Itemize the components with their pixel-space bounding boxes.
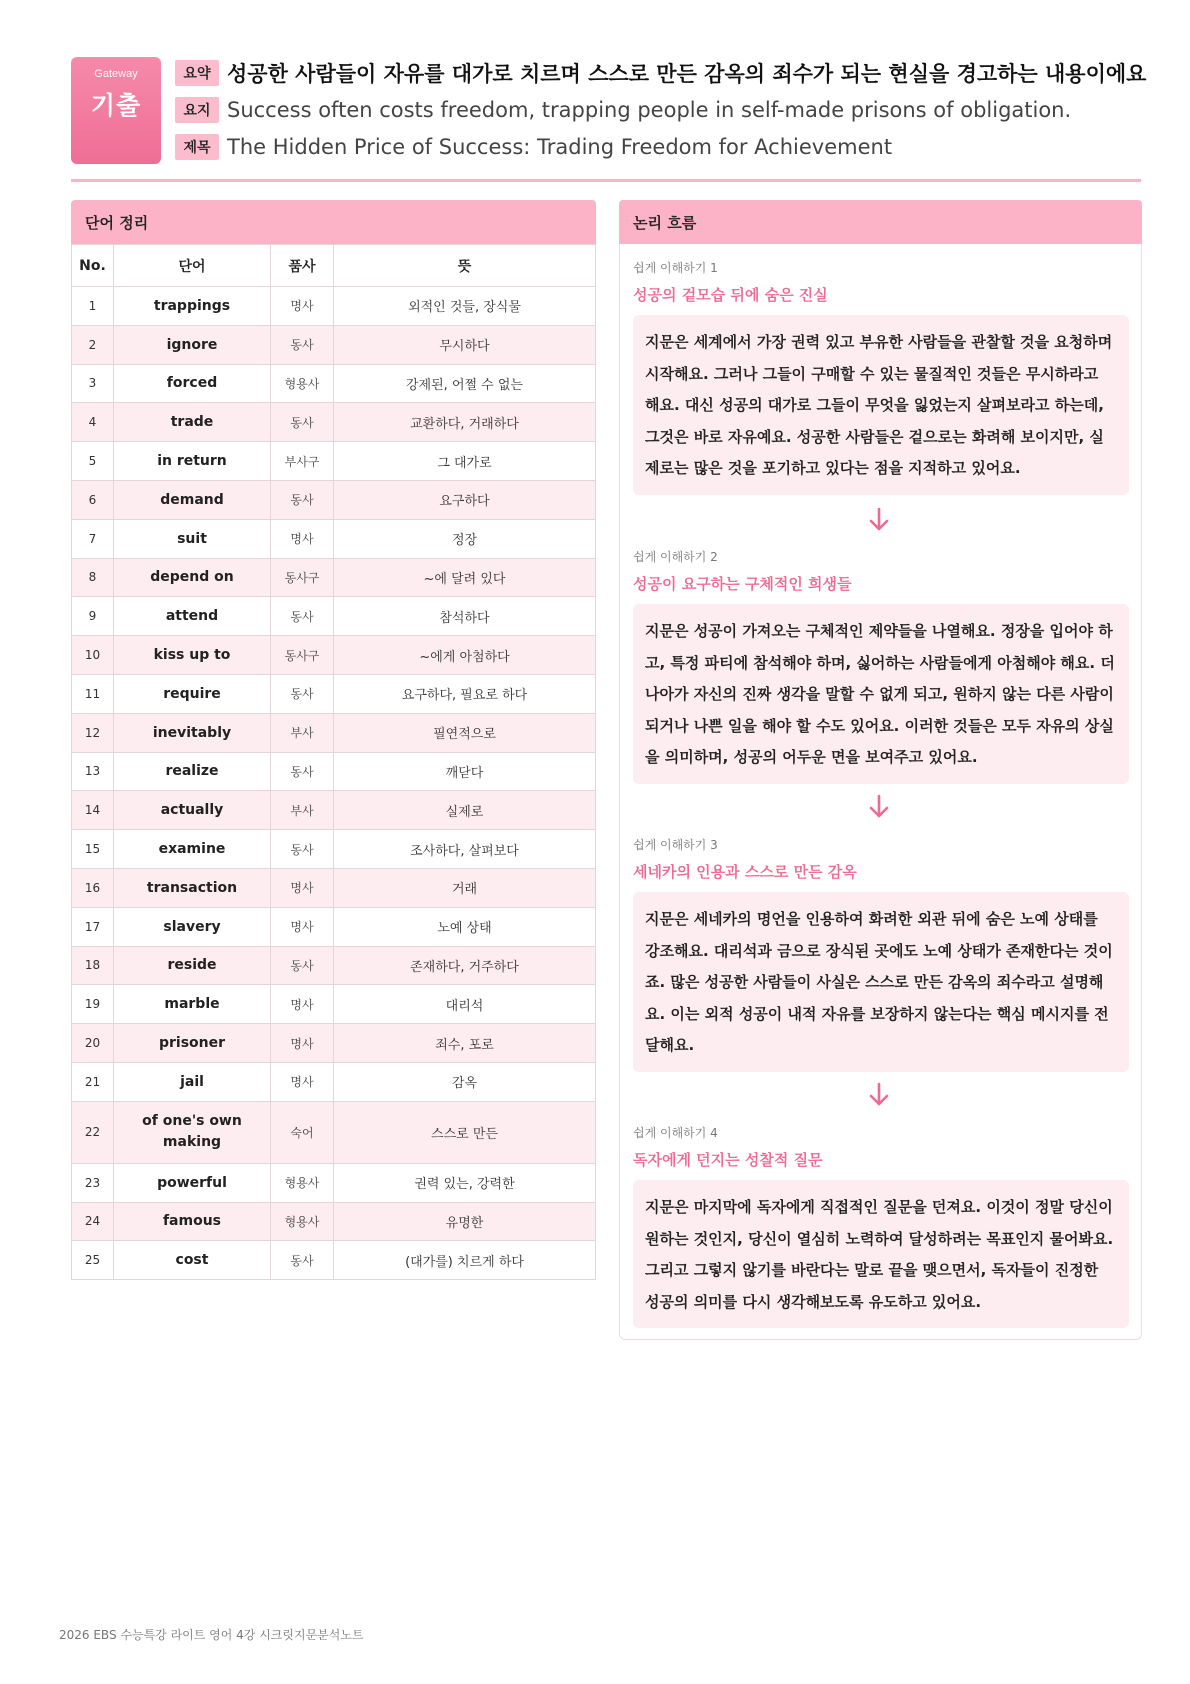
vocab-pos: 명사: [271, 519, 334, 558]
vocab-row: [72, 868, 596, 907]
vocab-no: 14: [72, 791, 114, 830]
vocab-word: prisoner: [114, 1024, 271, 1063]
col-header-no: No.: [72, 245, 114, 287]
summary-text: 성공한 사람들이 자유를 대가로 치르며 스스로 만든 감옥의 죄수가 되는 현실을 경고하는 내용이에요: [227, 62, 1147, 86]
vocab-pos: 동사: [271, 752, 334, 791]
vocab-no: 20: [72, 1024, 114, 1063]
vocab-pos: 명사: [271, 1062, 334, 1101]
vocab-meaning: 조사하다, 살펴보다: [334, 830, 596, 869]
vocab-meaning: 깨닫다: [334, 752, 596, 791]
vocab-row: [72, 597, 596, 636]
vocab-pos: 명사: [271, 868, 334, 907]
arrow-down-icon: [864, 505, 894, 535]
vocab-row: [72, 946, 596, 985]
vocab-meaning: 노예 상태: [334, 907, 596, 946]
vocab-meaning: (대가를) 치르게 하다: [334, 1241, 596, 1280]
vocab-meaning: 필연적으로: [334, 713, 596, 752]
vocab-meaning: 요구하다, 필요로 하다: [334, 674, 596, 713]
arrow-down-icon: [864, 792, 894, 822]
vocab-row: [72, 1101, 596, 1163]
vocab-word: reside: [114, 946, 271, 985]
vocab-word: actually: [114, 791, 271, 830]
vocab-no: 13: [72, 752, 114, 791]
arrow-down-icon: [864, 1080, 894, 1110]
vocab-table: [71, 244, 596, 1280]
vocab-meaning: 그 대가로: [334, 442, 596, 481]
vocab-word: jail: [114, 1062, 271, 1101]
vocab-pos: 명사: [271, 287, 334, 326]
step-body: 지문은 세네카의 명언을 인용하여 화려한 외관 뒤에 숨은 노예 상태를 강조해요. 대리석과 금으로 장식된 곳에도 노예 상태가 존재한다는 것이죠. 많은 성공한 사람들이 사실은 스스로 만든 감옥의 죄수라고 설명해요. 이는 외적 성공이 내적 자유를 보장하지 않는다는 핵심 메시지를 전달해요.: [633, 892, 1129, 1072]
vocab-row: [72, 1163, 596, 1202]
step-label: 쉽게 이해하기 3: [633, 838, 718, 852]
vocab-word: powerful: [114, 1163, 271, 1202]
vocab-no: 12: [72, 713, 114, 752]
vocab-row: [72, 480, 596, 519]
header: [71, 57, 1147, 167]
step-body: 지문은 세계에서 가장 권력 있고 부유한 사람들을 관찰할 것을 요청하며 시작해요. 그러나 그들이 구매할 수 있는 물질적인 것들은 무시하라고 해요. 대신 성공의 대가로 그들이 무엇을 잃었는지 살펴보라고 하는데, 그것은 바로 자유예요. 성공한 사람들은 겉으로는 화려해 보이지만, 실제로는 많은 것을 포기하고 있다는 점을 지적하고 있어요.: [633, 315, 1129, 495]
vocab-no: 4: [72, 403, 114, 442]
vocab-meaning: 스스로 만든: [334, 1101, 596, 1163]
vocab-meaning: 존재하다, 거주하다: [334, 946, 596, 985]
vocab-meaning: 외적인 것들, 장식물: [334, 287, 596, 326]
title-tag: 제목: [175, 134, 219, 160]
col-header-pos: 품사: [271, 245, 334, 287]
vocab-pos: 부사: [271, 791, 334, 830]
vocab-no: 19: [72, 985, 114, 1024]
step-title: 성공의 겉모습 뒤에 숨은 진실: [633, 286, 828, 304]
vocab-no: 22: [72, 1101, 114, 1163]
vocab-meaning: 유명한: [334, 1202, 596, 1241]
vocab-pos: 동사: [271, 597, 334, 636]
flow-step: [633, 259, 1129, 495]
vocab-no: 21: [72, 1062, 114, 1101]
vocab-no: 1: [72, 287, 114, 326]
vocab-pos: 명사: [271, 907, 334, 946]
vocab-row: [72, 1062, 596, 1101]
title-row: [175, 132, 892, 162]
vocab-word: of one's own making: [114, 1101, 271, 1163]
vocab-word: kiss up to: [114, 636, 271, 675]
vocab-word: realize: [114, 752, 271, 791]
flow-step: [633, 836, 1129, 1072]
vocab-pos: 부사구: [271, 442, 334, 481]
vocab-word: trade: [114, 403, 271, 442]
col-header-word: 단어: [114, 245, 271, 287]
vocab-meaning: 요구하다: [334, 480, 596, 519]
title-text: The Hidden Price of Success: Trading Freedom for Achievement: [227, 135, 893, 159]
vocab-row: [72, 325, 596, 364]
step-body: 지문은 마지막에 독자에게 직접적인 질문을 던져요. 이것이 정말 당신이 원하는 것인지, 당신이 열심히 노력하여 달성하려는 목표인지 물어봐요. 그리고 그렇지 않기를 바란다는 말로 끝을 맺으면서, 독자들이 진정한 성공의 의미를 다시 생각해보도록 유도하고 있어요.: [633, 1180, 1129, 1328]
vocab-no: 2: [72, 325, 114, 364]
step-label: 쉽게 이해하기 1: [633, 261, 718, 275]
vocab-no: 18: [72, 946, 114, 985]
vocab-row: [72, 558, 596, 597]
vocab-no: 16: [72, 868, 114, 907]
vocab-pos: 부사: [271, 713, 334, 752]
summary-tag: 요약: [175, 60, 219, 86]
vocab-no: 23: [72, 1163, 114, 1202]
vocab-pos: 동사: [271, 403, 334, 442]
footer-text: 2026 EBS 수능특강 라이트 영어 4강 시크릿지문분석노트: [59, 1628, 364, 1642]
step-body: 지문은 성공이 가져오는 구체적인 제약들을 나열해요. 정장을 입어야 하고, 특정 파티에 참석해야 하며, 싫어하는 사람들에게 아첨해야 해요. 더 나아가 자신의 진짜 생각을 말할 수 없게 되고, 원하지 않는 다른 사람이 되거나 나쁜 일을 해야 할 수도 있어요. 이러한 것들은 모두 자유의 상실을 의미하며, 성공의 어두운 면을 보여주고 있어요.: [633, 604, 1129, 784]
vocab-word: ignore: [114, 325, 271, 364]
vocab-meaning: 죄수, 포로: [334, 1024, 596, 1063]
vocab-word: demand: [114, 480, 271, 519]
vocab-word: famous: [114, 1202, 271, 1241]
vocab-pos: 동사: [271, 830, 334, 869]
vocab-word: trappings: [114, 287, 271, 326]
gist-text: Success often costs freedom, trapping people in self-made prisons of obligation.: [227, 98, 1072, 122]
vocab-row: [72, 636, 596, 675]
vocab-meaning: 거래: [334, 868, 596, 907]
vocab-pos: 동사: [271, 946, 334, 985]
vocab-row: [72, 403, 596, 442]
summary-row: [175, 58, 1146, 88]
step-label: 쉽게 이해하기 4: [633, 1126, 718, 1140]
vocab-row: [72, 1024, 596, 1063]
vocab-word: suit: [114, 519, 271, 558]
vocab-no: 10: [72, 636, 114, 675]
vocab-pos: 동사: [271, 1241, 334, 1280]
vocab-row: [72, 442, 596, 481]
vocab-panel-title: 단어 정리: [71, 200, 596, 244]
vocab-word: slavery: [114, 907, 271, 946]
step-title: 세네카의 인용과 스스로 만든 감옥: [633, 863, 857, 881]
vocab-row: [72, 519, 596, 558]
vocab-row: [72, 287, 596, 326]
vocab-word: depend on: [114, 558, 271, 597]
vocab-pos: 명사: [271, 1024, 334, 1063]
vocab-pos: 형용사: [271, 364, 334, 403]
vocab-word: in return: [114, 442, 271, 481]
vocab-row: [72, 791, 596, 830]
vocab-no: 24: [72, 1202, 114, 1241]
vocab-meaning: 정장: [334, 519, 596, 558]
flow-panel-title: 논리 흐름: [619, 200, 1142, 244]
badge-big-label: 기출: [90, 91, 142, 120]
vocab-meaning: 무시하다: [334, 325, 596, 364]
vocab-pos: 형용사: [271, 1163, 334, 1202]
vocab-word: marble: [114, 985, 271, 1024]
vocab-pos: 명사: [271, 985, 334, 1024]
vocab-no: 15: [72, 830, 114, 869]
badge-small-label: Gateway: [94, 68, 138, 80]
vocab-row: [72, 1202, 596, 1241]
vocab-pos: 동사: [271, 674, 334, 713]
vocab-pos: 동사구: [271, 636, 334, 675]
vocab-no: 25: [72, 1241, 114, 1280]
vocab-pos: 동사: [271, 480, 334, 519]
vocab-meaning: 교환하다, 거래하다: [334, 403, 596, 442]
vocab-row: [72, 830, 596, 869]
vocab-row: [72, 674, 596, 713]
vocab-meaning: 대리석: [334, 985, 596, 1024]
gist-tag: 요지: [175, 97, 219, 123]
vocab-no: 6: [72, 480, 114, 519]
vocab-row: [72, 1241, 596, 1280]
vocab-row: [72, 985, 596, 1024]
gateway-badge: [71, 57, 161, 164]
vocab-row: [72, 907, 596, 946]
vocab-meaning: 참석하다: [334, 597, 596, 636]
vocab-word: transaction: [114, 868, 271, 907]
vocab-word: forced: [114, 364, 271, 403]
vocab-no: 7: [72, 519, 114, 558]
step-title: 독자에게 던지는 성찰적 질문: [633, 1151, 823, 1169]
vocab-row: [72, 713, 596, 752]
gist-row: [175, 95, 1071, 125]
vocab-word: inevitably: [114, 713, 271, 752]
vocab-meaning: 권력 있는, 강력한: [334, 1163, 596, 1202]
vocab-word: cost: [114, 1241, 271, 1280]
vocab-no: 5: [72, 442, 114, 481]
vocab-word: attend: [114, 597, 271, 636]
vocab-pos: 동사: [271, 325, 334, 364]
vocab-word: examine: [114, 830, 271, 869]
vocab-no: 3: [72, 364, 114, 403]
vocab-pos: 숙어: [271, 1101, 334, 1163]
vocab-no: 8: [72, 558, 114, 597]
vocab-pos: 형용사: [271, 1202, 334, 1241]
vocab-no: 17: [72, 907, 114, 946]
vocab-meaning: 강제된, 어쩔 수 없는: [334, 364, 596, 403]
vocab-header-row: [72, 245, 596, 287]
flow-step: [633, 1124, 1129, 1328]
col-header-meaning: 뜻: [334, 245, 596, 287]
vocab-no: 9: [72, 597, 114, 636]
vocab-no: 11: [72, 674, 114, 713]
flow-step: [633, 548, 1129, 784]
vocab-meaning: ~에게 아첨하다: [334, 636, 596, 675]
vocab-meaning: 실제로: [334, 791, 596, 830]
step-title: 성공이 요구하는 구체적인 희생들: [633, 575, 852, 593]
vocab-meaning: 감옥: [334, 1062, 596, 1101]
vocab-row: [72, 752, 596, 791]
vocab-meaning: ~에 달려 있다: [334, 558, 596, 597]
step-label: 쉽게 이해하기 2: [633, 550, 718, 564]
vocab-word: require: [114, 674, 271, 713]
vocab-row: [72, 364, 596, 403]
vocab-pos: 동사구: [271, 558, 334, 597]
header-divider: [71, 179, 1141, 182]
